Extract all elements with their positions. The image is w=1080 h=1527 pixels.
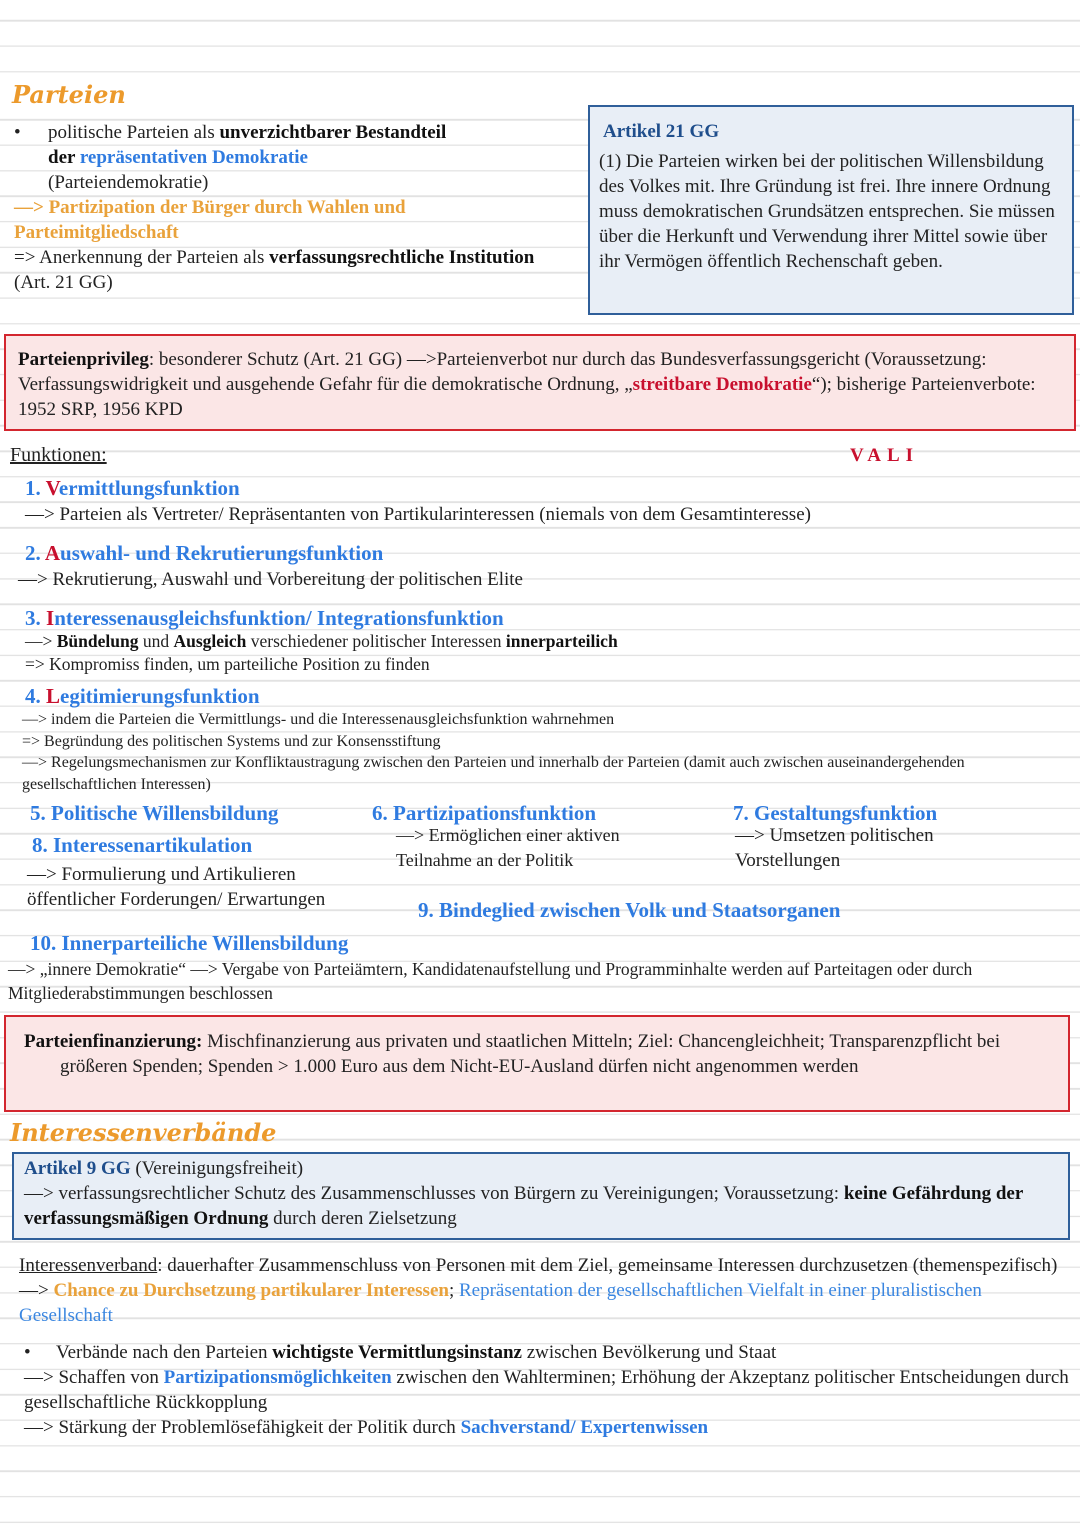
parteienprivileg-box: Parteienprivileg: besonderer Schutz (Art. 21 GG) —>Parteienverbot nur durch das Bundesverfassungsgericht (Voraussetzung: Verfassungswidrigkeit und ausgehende Gefahr für die demokratische Ordnung, „streitbare Demokratie“); bisherige Parteienverbote: 1952 SRP, 1956 KPD: [4, 334, 1076, 431]
funktion-8-title: 8. Interessenartikulation: [32, 833, 253, 857]
artikel-21-box: [588, 105, 1074, 315]
funktion-3-title: 3. Interessenausgleichsfunktion/ Integrationsfunktion: [25, 606, 504, 630]
heading-interessenverbaende: Interessenverbände: [10, 1118, 277, 1147]
funktion-4-title: 4. Legitimierungsfunktion: [25, 684, 260, 708]
funktion-6-title: 6. Partizipationsfunktion: [372, 801, 597, 825]
artikel-21-text: (1) Die Parteien wirken bei der politischen Willensbildung des Volkes mit. Ihre Gründung ist frei. Ihre innere Ordnung muss demokratischen Grundsätzen entsprechen. Sie müssen über die Herkunft und Verwendung ihrer Mittel sowie über ihr Vermögen öffentlich Rechenschaft geben.: [599, 151, 1055, 272]
funktion-1-title: 1. Vermittlungsfunktion: [25, 476, 240, 500]
verbaende-points: • Verbände nach den Parteien wichtigste Vermittlungsinstanz zwischen Bevölkerung und Staat —> Schaffen von Partizipationsmöglichkeiten zwischen den Wahlterminen; Erhöhung der Akzeptanz politischer Entscheidungen durch gesellschaftliche Rückkopplung —> Stärkung der Problemlösefähigkeit der Politik durch Sachverstand/ Expertenwissen: [24, 1342, 1069, 1438]
artikel-21-title: Artikel 21 GG: [603, 121, 720, 142]
funktionen-title: Funktionen:: [10, 444, 107, 466]
funktion-7-text: —> Umsetzen politischen Vorstellungen: [735, 825, 934, 871]
funktion-9-title: 9. Bindeglied zwischen Volk und Staatsorganen: [418, 898, 841, 922]
funktion-5-title: 5. Politische Willensbildung: [30, 801, 279, 825]
funktion-6-text: —> Ermöglichen einer aktiven Teilnahme an der Politik: [396, 825, 620, 870]
funktion-1-text: —> Parteien als Vertreter/ Repräsentanten von Partikularinteressen (niemals von dem Gesamtinteresse): [25, 504, 811, 525]
parteienfinanzierung-box: Parteienfinanzierung: Mischfinanzierung aus privaten und staatlichen Mitteln; Ziel: Chancengleichheit; Transparenzpflicht bei größeren Spenden; Spenden > 1.000 Euro aus dem Nicht-EU-Ausland dürfen nicht angenommen werden: [4, 1015, 1070, 1112]
funktion-3-text: —> Bündelung und Ausgleich verschiedener politischer Interessen innerparteilich => Kompromiss finden, um parteiliche Position zu finden: [25, 631, 618, 674]
artikel-9-box: Artikel 9 GG (Vereinigungsfreiheit) —> verfassungsrechtlicher Schutz des Zusammenschlusses von Bürgern zu Vereinigungen; Voraussetzung: keine Gefährdung der verfassungsmäßigen Ordnung durch deren Zielsetzung: [12, 1152, 1070, 1240]
funktion-4-text: —> indem die Parteien die Vermittlungs- und die Interessenausgleichsfunktion wahrnehmen => Begründung des politischen Systems und zur Konsensstiftung —> Regelungsmechanismen zur Konfliktaustragung zwischen den Parteien und innerhalb der Parteien (damit auch zwischen auseinandergehenden gesellschaftlichen Interessen): [22, 711, 965, 793]
funktion-2-title: 2. Auswahl- und Rekrutierungsfunktion: [25, 541, 384, 565]
interessenverband-definition: Interessenverband: dauerhafter Zusammenschluss von Personen mit dem Ziel, gemeinsame Interessen durchzusetzen (themenspezifisch)—> Chance zu Durchsetzung partikularer Interessen; Repräsentation der gesellschaftlichen Vielfalt in einer pluralistischen Gesellschaft: [19, 1255, 1058, 1326]
funktion-7-title: 7. Gestaltungsfunktion: [733, 801, 938, 825]
heading-parteien: Parteien: [12, 80, 126, 109]
funktion-8-text: —> Formulierung und Artikulieren öffentlicher Forderungen/ Erwartungen: [27, 864, 326, 910]
funktion-10-text: —> „innere Demokratie“ —> Vergabe von Parteiämtern, Kandidatenaufstellung und Programminhalte werden auf Parteitagen oder durch Mitgliederabstimmungen beschlossen: [8, 959, 973, 1003]
vali-mnemonic: VALI: [850, 445, 920, 466]
funktion-10-title: 10. Innerparteiliche Willensbildung: [30, 931, 349, 955]
funktion-2-text: —> Rekrutierung, Auswahl und Vorbereitung der politischen Elite: [18, 569, 523, 590]
parteien-intro: • politische Parteien als unverzichtbarer Bestandteil der repräsentativen Demokratie (Parteiendemokratie) —> Partizipation der Bürger durch Wahlen und Parteimitgliedschaft => Anerkennung der Parteien als verfassungsrechtliche Institution (Art. 21 GG): [14, 122, 535, 293]
